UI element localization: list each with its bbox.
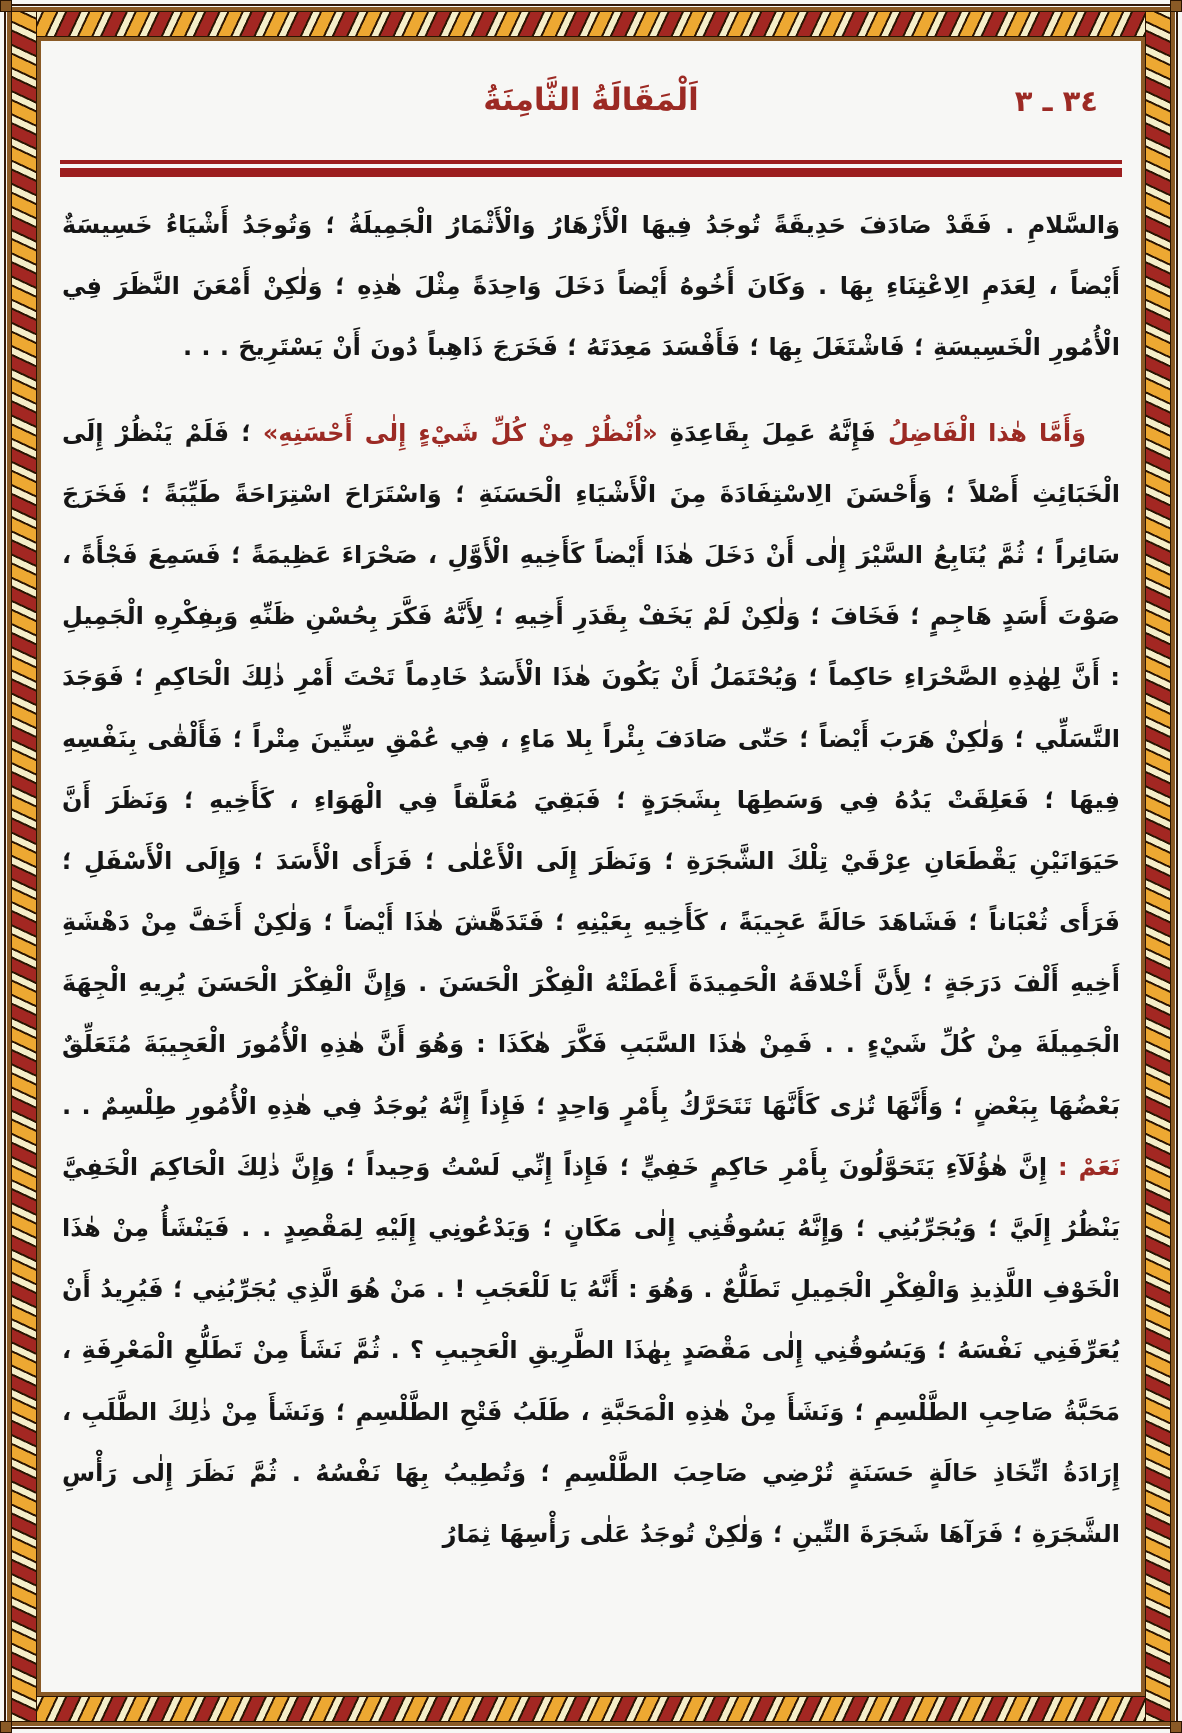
paragraph	[62, 195, 1120, 379]
border-chain-pattern-right	[1145, 11, 1171, 1722]
highlighted-text: نَعَمْ :	[1047, 1152, 1120, 1181]
page-header	[56, 48, 1126, 160]
body-text: إِنَّ هٰؤُلَآءِ يَتَحَوَّلُونَ بِأَمْرِ حَاكِمٍ خَفِيٍّ ؛ فَإِذاً إِنِّي لَسْتُ وَحِيداً ؛ وَإِنَّ ذٰلِكَ الْحَاكِمَ الْخَفِيَّ يَنْظُرُ إِلَيَّ ؛ وَيُجَرِّبُنِي ؛ وَإِنَّهُ يَسُوقُنِي إِلٰى مَكَانٍ ؛ وَيَدْعُونِي إِلَيْهِ لِمَقْصِدٍ . . فَيَنْشَأُ مِنْ هٰذَا الْخَوْفِ اللَّذِيذِ وَالْفِكْرِ الْجَمِيلِ تَطَلُّعٌ . وَهُوَ : أَنَّهُ يَا لَلْعَجَبِ ! . مَنْ هُوَ الَّذِي يُجَرِّبُنِي ؛ فَيُرِيدُ أَنْ يُعَرِّفَنِي نَفْسَهُ ؛ وَيَسُوقُنِي إِلٰى مَقْصَدٍ بِهٰذَا الطَّرِيقِ الْعَجِيبِ ؟ . ثُمَّ نَشَأَ مِنْ تَطَلُّعِ الْمَعْرِفَةِ ، مَحَبَّةُ صَاحِبِ الطَّلْسِمِ ؛ وَنَشَأَ مِنْ هٰذِهِ الْمَحَبَّةِ ، طَلَبُ فَتْحِ الطَّلْسِمِ ؛ وَنَشَأَ مِنْ ذٰلِكَ الطَّلَبِ ، إِرَادَةُ اتِّخَاذِ حَالَةٍ حَسَنَةٍ تُرْضِي صَاحِبَ الطَّلْسِمِ ؛ وَتُطِيبُ بِهَا نَفْسُهُ . ثُمَّ نَظَرَ إِلٰى رَأْسِ الشَّجَرَةِ ؛ فَرَآهَا شَجَرَةَ التِّينِ ؛ وَلٰكِنْ تُوجَدُ عَلٰى رَأْسِهَا ثِمَارُ	[62, 1152, 1120, 1548]
page-number: ٣٤ ـ ٣	[1014, 84, 1098, 118]
border-chain-pattern-left	[11, 11, 37, 1722]
highlighted-text: وَأَمَّا هٰذا الْفَاضِلُ	[875, 418, 1086, 447]
border-chain-pattern-bottom	[11, 1696, 1171, 1722]
border-chain-pattern-top	[11, 11, 1171, 37]
body-text: فَإِنَّهُ عَمِلَ بِقَاعِدَةِ	[657, 418, 876, 447]
header-double-rule	[60, 160, 1122, 177]
body-text: وَالسَّلامِ . فَقَدْ صَادَفَ حَدِيقَةً تُوجَدُ فِيهَا الْأَزْهَارُ وَالْأَثْمَارُ الْجَمِيلَةُ ؛ وَتُوجَدُ أَشْيَاءُ خَسِيسَةٌ أَيْضاً ، لِعَدَمِ الِاعْتِنَاءِ بِهَا . وَكَانَ أَخُوهُ أَيْضاً دَخَلَ وَاحِدَةً مِثْلَ هٰذِهِ ؛ وَلٰكِنْ أَمْعَنَ النَّظَرَ فِي الْأُمُورِ الْخَسِيسَةِ ؛ فَاشْتَغَلَ بِهَا ؛ فَأَفْسَدَ مَعِدَتَهُ ؛ فَخَرَجَ ذَاهِباً دُونَ أَنْ يَسْتَرِيحَ . . .	[62, 211, 1120, 362]
frame-corner-ornament	[1170, 1721, 1182, 1733]
body-text: ؛ فَلَمْ يَنْظُرْ إِلَى الْخَبَائِثِ أَصْلاً ؛ وَأَحْسَنَ الِاسْتِفَادَةَ مِنَ الْأَشْيَاءِ الْحَسَنَةِ ؛ وَاسْتَرَاحَ اسْتِرَاحَةً طَيِّبَةً ؛ فَخَرَجَ سَائِراً ؛ ثُمَّ يُتَابِعُ السَّيْرَ إِلٰى أَنْ دَخَلَ هٰذَا أَيْضاً كَأَخِيهِ الْأَوَّلِ ، صَحْرَاءَ عَظِيمَةً ؛ فَسَمِعَ فَجْأَةً ، صَوْتَ أَسَدٍ هَاجِمٍ ؛ فَخَافَ ؛ وَلٰكِنْ لَمْ يَخَفْ بِقَدَرِ أَخِيهِ ؛ لِأَنَّهُ فَكَّرَ بِحُسْنِ ظَنِّهِ وَبِفِكْرِهِ الْجَمِيلِ : أَنَّ لِهٰذِهِ الصَّحْرَاءِ حَاكِماً ؛ وَيُحْتَمَلُ أَنْ يَكُونَ هٰذَا الْأَسَدُ خَادِماً تَحْتَ أَمْرِ ذٰلِكَ الْحَاكِمِ ؛ فَوَجَدَ التَّسَلِّي ؛ وَلٰكِنْ هَرَبَ أَيْضاً ؛ حَتّٰى صَادَفَ بِئْراً بِلا مَاءٍ ، فِي عُمْقِ سِتِّينَ مِتْراً ؛ فَأَلْقٰى بِنَفْسِهِ فِيهَا ؛ فَعَلِقَتْ يَدُهُ فِي وَسَطِهَا بِشَجَرَةٍ ؛ فَبَقِيَ مُعَلَّقاً فِي الْهَوَاءِ ، كَأَخِيهِ ؛ وَنَظَرَ أَنَّ حَيَوَانَيْنِ يَقْطَعَانِ عِرْقَيْ تِلْكَ الشَّجَرَةِ ؛ وَنَظَرَ إِلَى الْأَعْلٰى ؛ فَرَأَى الْأَسَدَ ؛ وَإِلَى الْأَسْفَلِ ؛ فَرَأَى ثُعْبَاناً ؛ فَشَاهَدَ حَالَةً عَجِيبَةً ، كَأَخِيهِ بِعَيْنِهِ ؛ فَتَدَهَّشَ هٰذَا أَيْضاً ؛ وَلٰكِنْ أَخَفَّ مِنْ دَهْشَةِ أَخِيهِ أَلْفَ دَرَجَةٍ ؛ لِأَنَّ أَخْلاقَهُ الْحَمِيدَةَ أَعْطَتْهُ الْفِكْرَ الْحَسَنَ . وَإِنَّ الْفِكْرَ الْحَسَنَ يُرِيهِ الْجِهَةَ الْجَمِيلَةَ مِنْ كُلِّ شَيْءٍ . . فَمِنْ هٰذَا السَّبَبِ فَكَّرَ هٰكَذَا : وَهُوَ أَنَّ هٰذِهِ الْأُمُورَ الْعَجِيبَةَ مُتَعَلِّقٌ بَعْضُهَا بِبَعْضٍ ؛ وَأَنَّهَا تُرٰى كَأَنَّهَا تَتَحَرَّكُ بِأَمْرٍ وَاحِدٍ ؛ فَإِذاً إِنَّهُ يُوجَدُ فِي هٰذِهِ الْأُمُورِ طِلْسِمٌ . .	[62, 418, 1120, 1120]
page-title: اَلْمَقَالَةُ الثَّامِنَةُ	[483, 82, 699, 118]
frame-corner-ornament	[0, 1721, 12, 1733]
paragraph	[62, 403, 1120, 1566]
document-body	[62, 195, 1120, 1565]
frame-corner-ornament	[0, 0, 12, 12]
frame-corner-ornament	[1170, 0, 1182, 12]
highlighted-text: «اُنْظُرْ مِنْ كُلِّ شَيْءٍ إِلٰى أَحْسَنِهِ»	[262, 418, 658, 447]
page-content	[56, 48, 1126, 1681]
